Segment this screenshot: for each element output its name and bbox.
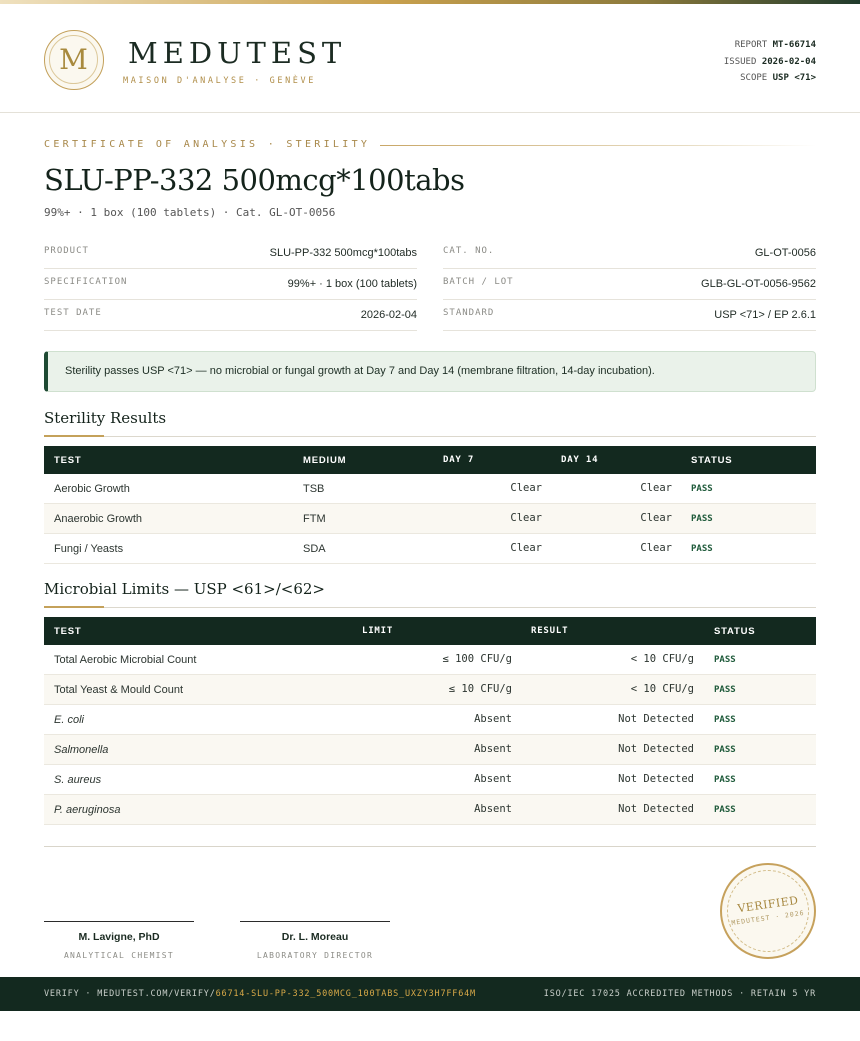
info-row [443,300,816,331]
table-row [44,675,816,705]
info-label: PRODUCT [44,246,89,256]
info-row [44,269,417,300]
test-name: Anaerobic Growth [54,513,143,525]
table-row [44,534,816,564]
status-badge: PASS [714,655,736,665]
verify-line [44,989,476,999]
column-header: RESULT [531,626,569,636]
test-name: P. aeruginosa [54,804,121,816]
column-header: STATUS [691,455,733,466]
status-badge: PASS [714,775,736,785]
table-row [44,504,816,534]
limit-value: ≤ 100 CFU/g [442,653,512,665]
info-row [443,269,816,300]
accreditation-note: ISO/IEC 17025 ACCREDITED METHODS · RETAIN 5 YR [543,989,816,999]
report-header [0,4,860,113]
info-value: 2026-02-04 [360,309,417,321]
signatory-role: LABORATORY DIRECTOR [256,951,374,960]
scope-label: SCOPE [740,73,768,83]
kicker-divider [380,145,816,146]
status-badge: PASS [714,745,736,755]
verified-seal [720,863,816,959]
column-header: DAY 14 [561,455,599,465]
info-label: TEST DATE [44,308,102,318]
signature-block-chemist [44,921,194,960]
signatory-name: M. Lavigne, PhD [78,931,160,943]
result-value: Not Detected [618,713,694,725]
info-row [443,238,816,269]
info-label: CAT. NO. [443,246,495,256]
day14-result: Clear [640,542,672,554]
table-row [44,795,816,825]
info-grid-left [44,238,417,331]
limit-value: Absent [474,803,512,815]
table-header [44,446,816,474]
column-header: TEST [54,626,82,637]
verify-prefix: VERIFY · MEDUTEST.COM/VERIFY/ [44,989,216,999]
table-row [44,705,816,735]
footer-divider [44,846,816,847]
info-value: USP <71> / EP 2.6.1 [714,309,816,321]
info-label: BATCH / LOT [443,277,514,287]
report-id: MT-66714 [772,40,816,50]
info-value: GL-OT-0056 [754,247,816,259]
section-accent [44,606,104,608]
table-header [44,617,816,645]
test-name: Aerobic Growth [54,483,130,495]
day7-result: Clear [510,542,542,554]
info-grid-right [443,238,816,331]
info-value: GLB-GL-OT-0056-9562 [701,278,816,290]
table-row [44,474,816,504]
issued-date: 2026-02-04 [761,56,816,67]
result-value: Not Detected [618,803,694,815]
column-header: DAY 7 [443,455,475,465]
limit-value: ≤ 10 CFU/g [448,683,512,695]
banner-text: Sterility passes USP <71> — no microbial or fungal growth at Day 7 and Day 14 (membrane filtration, 14-day incubation). [65,365,655,377]
result-banner [44,351,816,392]
result-value: < 10 CFU/g [630,653,694,665]
table-row [44,735,816,765]
section-divider [44,436,816,437]
issued-label: ISSUED [723,56,757,67]
table-row [44,765,816,795]
microbial-table [44,617,816,825]
signature-block-director [240,921,390,960]
report-id-line [724,37,816,54]
info-row [44,300,417,331]
test-name: E. coli [54,714,84,726]
status-badge: PASS [691,484,713,494]
product-title: SLU-PP-332 500mcg*100tabs [44,163,465,197]
info-label: STANDARD [443,308,495,318]
test-name: Total Yeast & Mould Count [54,684,184,696]
sterility-table [44,446,816,564]
issued-line [724,54,816,71]
column-header: LIMIT [362,626,394,636]
brand-name: MEDUTEST [128,36,347,70]
result-value: < 10 CFU/g [630,683,694,695]
test-name: Fungi / Yeasts [54,543,124,555]
status-badge: PASS [714,805,736,815]
day7-result: Clear [510,512,542,524]
status-badge: PASS [714,715,736,725]
status-badge: PASS [691,544,713,554]
section-accent [44,435,104,437]
column-header: STATUS [714,626,756,637]
microbial-heading: Microbial Limits — USP <61>/<62> [44,580,325,598]
verify-link[interactable]: 66714-SLU-PP-332_500MCG_100TABS_UXZY3H7FF64M [215,989,476,999]
limit-value: Absent [474,713,512,725]
status-badge: PASS [691,514,713,524]
limit-value: Absent [474,773,512,785]
limit-value: Absent [474,743,512,755]
report-meta [724,37,816,87]
medium: SDA [303,543,326,555]
product-subtitle: 99%+ · 1 box (100 tablets) · Cat. GL-OT-0056 [44,206,336,219]
test-name: Salmonella [54,744,109,756]
signature-line [240,921,390,922]
scope-value: USP <71> [772,73,816,83]
medium: TSB [303,483,325,495]
seal-subtext: MEDUTEST · 2026 [730,908,806,928]
medium: FTM [303,513,326,525]
scope-line [724,70,816,87]
column-header: TEST [54,455,82,466]
brand-logo [44,30,104,90]
sterility-heading: Sterility Results [44,409,167,427]
brand-monogram: M [49,35,98,84]
test-name: S. aureus [54,774,102,786]
brand-tagline: MAISON D'ANALYSE · GENÈVE [123,76,316,86]
result-value: Not Detected [618,743,694,755]
info-label: SPECIFICATION [44,277,128,287]
day14-result: Clear [640,482,672,494]
signature-line [44,921,194,922]
status-badge: PASS [714,685,736,695]
section-divider [44,607,816,608]
column-header: MEDIUM [303,455,347,466]
info-value: 99%+ · 1 box (100 tablets) [287,278,417,290]
table-row [44,645,816,675]
test-name: Total Aerobic Microbial Count [54,654,197,666]
signatory-role: ANALYTICAL CHEMIST [63,951,175,960]
footer-bar [0,977,860,1011]
info-row [44,238,417,269]
day14-result: Clear [640,512,672,524]
result-value: Not Detected [618,773,694,785]
seal-text: VERIFIED [736,893,800,916]
certificate-kicker: CERTIFICATE OF ANALYSIS · STERILITY [44,139,371,150]
signatory-name: Dr. L. Moreau [281,931,349,943]
day7-result: Clear [510,482,542,494]
info-value: SLU-PP-332 500mcg*100tabs [269,247,417,259]
report-label: REPORT [734,40,768,50]
